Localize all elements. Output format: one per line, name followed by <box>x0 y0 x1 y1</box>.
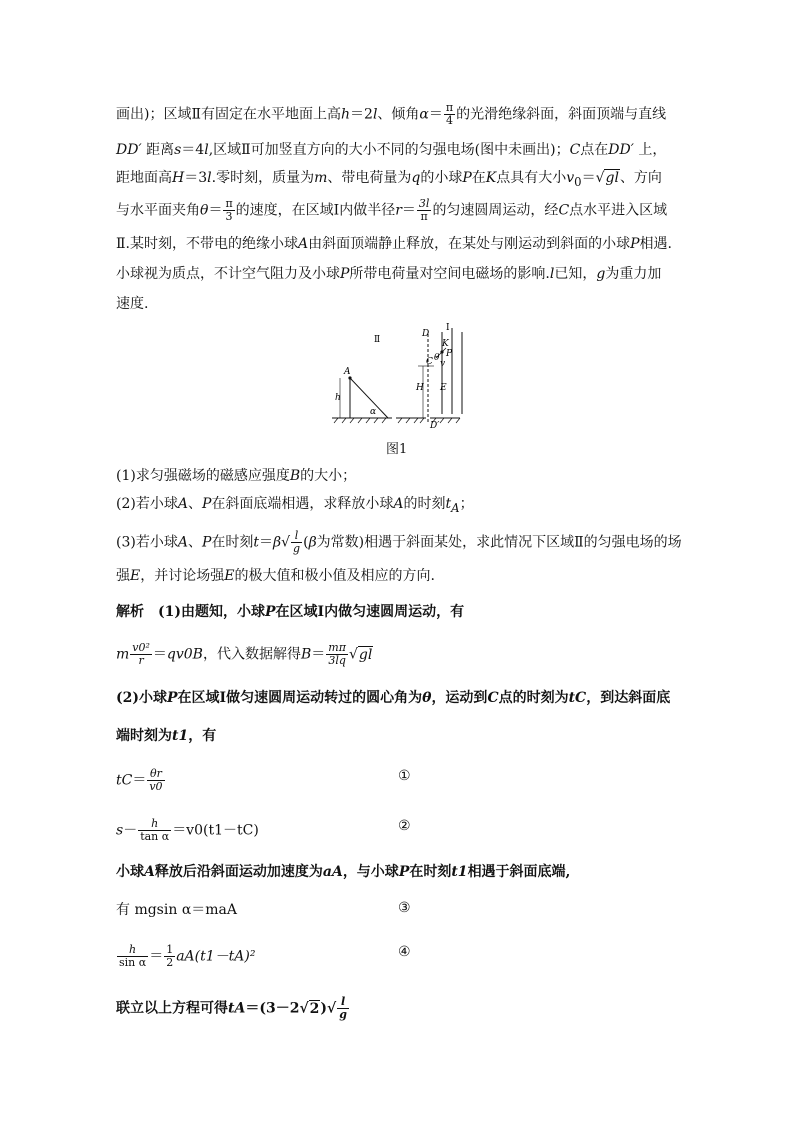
label-theta: θ <box>434 353 440 363</box>
solution-line-4: 端时刻为t1，有 <box>116 728 217 744</box>
label-D-prime: D′ <box>430 421 440 431</box>
label-K: K <box>442 339 449 349</box>
label-alpha: α <box>370 407 377 417</box>
solution-final: 联立以上方程可得tA＝(3－2√2)√ $\frac{l}{g}$ <box>116 995 347 1021</box>
equation-marker-1: ① <box>398 768 411 784</box>
label-E: E <box>440 383 447 393</box>
question-1: (1)求匀强磁场的磁感应强度B的大小； <box>116 468 357 484</box>
problem-line-5: Ⅱ.某时刻，不带电的绝缘小球A由斜面顶端静止释放，在某处与刚运动到斜面的小球P相遇. <box>116 236 672 252</box>
problem-line-4: 与水平面夹角θ＝ $\frac{\pi}{3}$ 的速度，在区域Ⅰ内做半径r＝ $\frac{3l}{\pi}$ 的匀速圆周运动，经C点水平进入区域 <box>116 197 668 223</box>
label-P: P <box>446 349 453 359</box>
problem-line-1: 画出)；区域Ⅱ有固定在水平地面上高h＝2l、倾角α＝ $\frac{\pi}{4}$ 的光滑绝缘斜面，斜面顶端与直线 <box>116 101 667 127</box>
fraction: $\frac{\theta r}{v0}$ <box>149 767 163 793</box>
fraction: $\frac{\pi}{3}$ <box>225 197 233 223</box>
label-v: v <box>440 359 446 369</box>
fraction: $\frac{h}{\text{tan α}}$ <box>140 817 170 843</box>
fraction: $\frac{\pi}{4}$ <box>445 101 454 127</box>
equation-4: $\frac{h}{\text{sin α}}$ ＝ $\frac{1}{2}$ aA(t1－tA)² <box>119 943 256 969</box>
region-2-label: Ⅱ <box>374 335 381 345</box>
equation-3: 有 mgsin α＝maA <box>116 902 238 918</box>
label-A: A <box>344 367 351 377</box>
label-h: h <box>335 393 341 403</box>
label-H: H <box>416 383 424 393</box>
solution-line-2: m $\frac{\text{v0²}}{r}$ ＝qv0B，代入数据解得B＝ $\frac{m\pi}{3lq}$ √gl <box>116 641 373 667</box>
equation-2: s－ $\frac{h}{\text{tan α}}$ ＝v0(t1－tC) <box>116 817 259 843</box>
fraction: $\frac{l}{g}$ <box>293 529 301 555</box>
solution-line-5: 小球A释放后沿斜面运动加速度为aA，与小球P在时刻t1相遇于斜面底端, <box>116 864 571 880</box>
fraction: $\frac{1}{2}$ <box>166 943 174 969</box>
solution-line-1: 解析 (1)由题知，小球P在区域Ⅰ内做匀速圆周运动，有 <box>116 604 465 620</box>
problem-line-3: 距地面高H＝3l.零时刻，质量为m、带电荷量为q的小球P在K点具有大小$v_0=√gl$、方向 <box>116 170 662 189</box>
label-D: D <box>422 329 430 339</box>
equation-marker-3: ③ <box>398 900 411 916</box>
question-2: (2)若小球A、P在斜面底端相遇，求释放小球A的时刻$t_A$； <box>116 496 474 515</box>
region-1-label: Ⅰ <box>446 323 450 333</box>
problem-line-6: 小球视为质点，不计空气阻力及小球P所带电荷量对空间电磁场的影响.l已知，g为重力加 <box>116 266 662 282</box>
fraction: $\frac{\text{v0²}}{r}$ <box>132 641 150 667</box>
fraction: $\frac{l}{g}$ <box>339 995 347 1021</box>
question-3-line-2: 强E，并讨论场强E的极大值和极小值及相应的方向. <box>116 568 435 584</box>
figure-caption: 图1 <box>386 442 408 457</box>
label-C: C <box>426 357 433 367</box>
equation-1: tC＝ $\frac{\theta r}{v0}$ <box>116 767 163 793</box>
problem-line-2: DD′ 距离s＝4l,区域Ⅱ可加竖直方向的大小不同的匀强电场(图中未画出)；C点在DD′ 上， <box>116 142 667 158</box>
question-3-line-1: (3)若小球A、P在时刻t＝β√ $\frac{l}{g}$ (β为常数)相遇于斜面某处，求此情况下区域Ⅱ的匀强电场的场 <box>116 529 682 555</box>
physics-figure <box>330 322 480 432</box>
fraction: $\frac{3l}{\pi}$ <box>418 197 430 223</box>
solution-line-3: (2)小球P在区域Ⅰ做匀速圆周运动转过的圆心角为θ，运动到C点的时刻为tC，到达斜面底 <box>116 690 671 706</box>
problem-line-7: 速度. <box>116 296 149 312</box>
equation-marker-2: ② <box>398 818 411 834</box>
equation-marker-4: ④ <box>398 944 411 960</box>
fraction: $\frac{h}{\text{sin α}}$ <box>119 943 147 969</box>
fraction: $\frac{m\pi}{3lq}$ <box>328 641 346 667</box>
